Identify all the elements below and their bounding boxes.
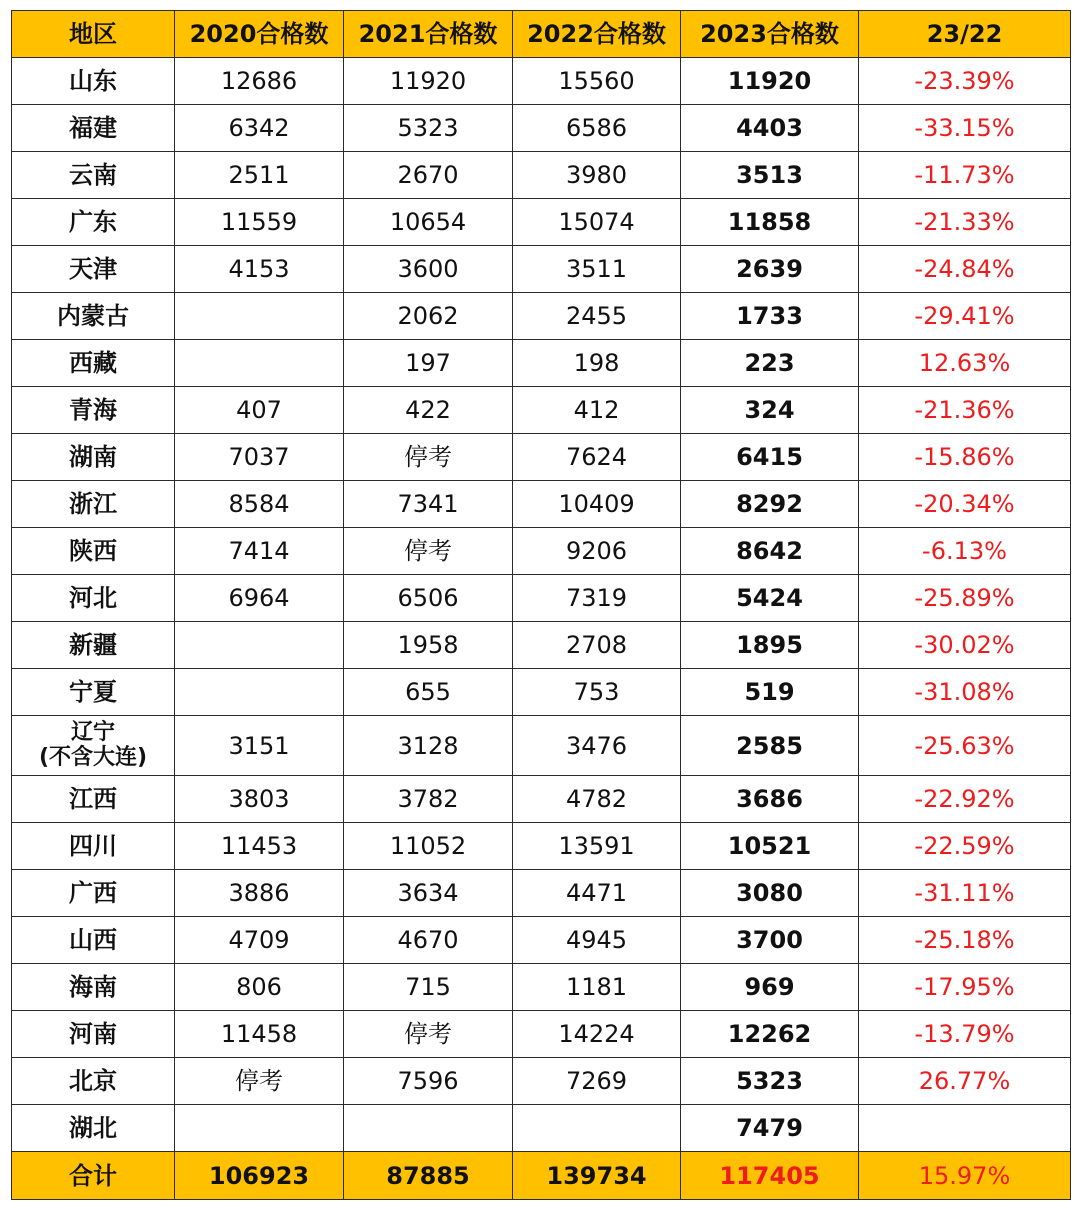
ratio-cell: -31.08% xyxy=(859,669,1071,716)
count-2022-cell: 3980 xyxy=(513,152,681,199)
count-2022-cell: 412 xyxy=(513,387,681,434)
count-2020-cell: 停考 xyxy=(175,1058,344,1105)
header-2022: 2022合格数 xyxy=(513,11,681,58)
region-cell: 云南 xyxy=(12,152,175,199)
count-2023-cell: 3513 xyxy=(681,152,859,199)
count-2023-cell: 10521 xyxy=(681,823,859,870)
region-cell: 青海 xyxy=(12,387,175,434)
count-2022-cell: 9206 xyxy=(513,528,681,575)
ratio-cell: 12.63% xyxy=(859,340,1071,387)
count-2020-cell xyxy=(175,622,344,669)
count-2022-cell: 1181 xyxy=(513,964,681,1011)
count-2022-cell: 753 xyxy=(513,669,681,716)
count-2021-cell: 10654 xyxy=(344,199,513,246)
ratio-cell: -21.33% xyxy=(859,199,1071,246)
table-row xyxy=(12,246,1071,293)
header-row xyxy=(12,11,1071,58)
count-2023-cell: 324 xyxy=(681,387,859,434)
count-2022-cell: 10409 xyxy=(513,481,681,528)
header-2021: 2021合格数 xyxy=(344,11,513,58)
region-cell: 内蒙古 xyxy=(12,293,175,340)
count-2021-cell: 3600 xyxy=(344,246,513,293)
header-2023: 2023合格数 xyxy=(681,11,859,58)
region-cell: 湖南 xyxy=(12,434,175,481)
ratio-cell: -33.15% xyxy=(859,105,1071,152)
table-row xyxy=(12,1105,1071,1152)
count-2022-cell: 14224 xyxy=(513,1011,681,1058)
count-2020-cell: 4153 xyxy=(175,246,344,293)
count-2021-cell: 3634 xyxy=(344,870,513,917)
table-row xyxy=(12,917,1071,964)
count-2021-cell: 3782 xyxy=(344,776,513,823)
total-2020: 106923 xyxy=(175,1152,344,1200)
count-2020-cell: 3151 xyxy=(175,716,344,776)
count-2021-cell: 1958 xyxy=(344,622,513,669)
ratio-cell: -13.79% xyxy=(859,1011,1071,1058)
ratio-cell xyxy=(859,1105,1071,1152)
ratio-cell: -20.34% xyxy=(859,481,1071,528)
count-2021-cell: 6506 xyxy=(344,575,513,622)
region-cell: 北京 xyxy=(12,1058,175,1105)
count-2020-cell: 12686 xyxy=(175,58,344,105)
count-2021-cell: 11920 xyxy=(344,58,513,105)
ratio-cell: -31.11% xyxy=(859,870,1071,917)
count-2020-cell: 11559 xyxy=(175,199,344,246)
count-2023-cell: 5424 xyxy=(681,575,859,622)
region-cell: 新疆 xyxy=(12,622,175,669)
count-2022-cell: 198 xyxy=(513,340,681,387)
count-2020-cell: 2511 xyxy=(175,152,344,199)
count-2021-cell: 5323 xyxy=(344,105,513,152)
count-2021-cell xyxy=(344,1105,513,1152)
total-ratio: 15.97% xyxy=(859,1152,1071,1200)
table-row xyxy=(12,716,1071,776)
region-cell: 天津 xyxy=(12,246,175,293)
ratio-cell: 26.77% xyxy=(859,1058,1071,1105)
count-2022-cell: 4945 xyxy=(513,917,681,964)
region-cell: 福建 xyxy=(12,105,175,152)
count-2020-cell: 806 xyxy=(175,964,344,1011)
count-2022-cell xyxy=(513,1105,681,1152)
table-row xyxy=(12,823,1071,870)
count-2022-cell: 13591 xyxy=(513,823,681,870)
table-row xyxy=(12,528,1071,575)
count-2021-cell: 停考 xyxy=(344,1011,513,1058)
count-2023-cell: 11920 xyxy=(681,58,859,105)
count-2023-cell: 969 xyxy=(681,964,859,1011)
count-2022-cell: 3476 xyxy=(513,716,681,776)
count-2020-cell: 6964 xyxy=(175,575,344,622)
total-2021: 87885 xyxy=(344,1152,513,1200)
count-2020-cell: 11453 xyxy=(175,823,344,870)
table-row xyxy=(12,870,1071,917)
total-label: 合计 xyxy=(12,1152,175,1200)
region-cell: 广西 xyxy=(12,870,175,917)
total-row xyxy=(12,1152,1071,1200)
count-2021-cell: 11052 xyxy=(344,823,513,870)
count-2020-cell: 3803 xyxy=(175,776,344,823)
count-2022-cell: 15560 xyxy=(513,58,681,105)
table-row xyxy=(12,152,1071,199)
count-2023-cell: 5323 xyxy=(681,1058,859,1105)
count-2021-cell: 4670 xyxy=(344,917,513,964)
ratio-cell: -21.36% xyxy=(859,387,1071,434)
ratio-cell: -6.13% xyxy=(859,528,1071,575)
table-row xyxy=(12,481,1071,528)
ratio-cell: -25.89% xyxy=(859,575,1071,622)
count-2022-cell: 4471 xyxy=(513,870,681,917)
region-cell: 陕西 xyxy=(12,528,175,575)
table-row xyxy=(12,199,1071,246)
count-2022-cell: 3511 xyxy=(513,246,681,293)
count-2023-cell: 1895 xyxy=(681,622,859,669)
region-cell: 河北 xyxy=(12,575,175,622)
count-2022-cell: 7269 xyxy=(513,1058,681,1105)
count-2020-cell: 407 xyxy=(175,387,344,434)
table-row xyxy=(12,340,1071,387)
table-row xyxy=(12,1011,1071,1058)
total-2022: 139734 xyxy=(513,1152,681,1200)
count-2020-cell: 7414 xyxy=(175,528,344,575)
header-2020: 2020合格数 xyxy=(175,11,344,58)
count-2023-cell: 2639 xyxy=(681,246,859,293)
ratio-cell: -24.84% xyxy=(859,246,1071,293)
ratio-cell: -25.63% xyxy=(859,716,1071,776)
count-2023-cell: 223 xyxy=(681,340,859,387)
count-2021-cell: 7596 xyxy=(344,1058,513,1105)
count-2022-cell: 2455 xyxy=(513,293,681,340)
count-2020-cell: 6342 xyxy=(175,105,344,152)
count-2023-cell: 11858 xyxy=(681,199,859,246)
region-cell: 海南 xyxy=(12,964,175,1011)
region-cell: 山东 xyxy=(12,58,175,105)
region-cell: 河南 xyxy=(12,1011,175,1058)
count-2020-cell xyxy=(175,1105,344,1152)
count-2023-cell: 1733 xyxy=(681,293,859,340)
count-2023-cell: 8642 xyxy=(681,528,859,575)
count-2022-cell: 6586 xyxy=(513,105,681,152)
count-2023-cell: 7479 xyxy=(681,1105,859,1152)
count-2020-cell: 4709 xyxy=(175,917,344,964)
table-row xyxy=(12,387,1071,434)
region-cell xyxy=(12,716,175,776)
region-cell: 宁夏 xyxy=(12,669,175,716)
count-2020-cell xyxy=(175,340,344,387)
table-row xyxy=(12,293,1071,340)
region-note: (不含大连) xyxy=(38,744,148,770)
region-cell: 江西 xyxy=(12,776,175,823)
ratio-cell: -23.39% xyxy=(859,58,1071,105)
count-2022-cell: 7319 xyxy=(513,575,681,622)
count-2022-cell: 15074 xyxy=(513,199,681,246)
count-2023-cell: 3080 xyxy=(681,870,859,917)
region-cell: 湖北 xyxy=(12,1105,175,1152)
count-2023-cell: 3700 xyxy=(681,917,859,964)
count-2021-cell: 715 xyxy=(344,964,513,1011)
ratio-cell: -15.86% xyxy=(859,434,1071,481)
count-2022-cell: 4782 xyxy=(513,776,681,823)
count-2023-cell: 8292 xyxy=(681,481,859,528)
count-2021-cell: 422 xyxy=(344,387,513,434)
count-2021-cell: 2062 xyxy=(344,293,513,340)
count-2021-cell: 3128 xyxy=(344,716,513,776)
count-2021-cell: 197 xyxy=(344,340,513,387)
ratio-cell: -29.41% xyxy=(859,293,1071,340)
table-row xyxy=(12,434,1071,481)
pass-count-table xyxy=(11,10,1071,1200)
count-2020-cell xyxy=(175,293,344,340)
ratio-cell: -30.02% xyxy=(859,622,1071,669)
region-cell: 四川 xyxy=(12,823,175,870)
count-2023-cell: 6415 xyxy=(681,434,859,481)
count-2023-cell: 2585 xyxy=(681,716,859,776)
table-row xyxy=(12,622,1071,669)
total-2023: 117405 xyxy=(681,1152,859,1200)
table-row xyxy=(12,105,1071,152)
count-2023-cell: 12262 xyxy=(681,1011,859,1058)
ratio-cell: -22.92% xyxy=(859,776,1071,823)
count-2020-cell: 7037 xyxy=(175,434,344,481)
table-row xyxy=(12,669,1071,716)
count-2020-cell xyxy=(175,669,344,716)
table-row xyxy=(12,964,1071,1011)
count-2021-cell: 2670 xyxy=(344,152,513,199)
header-ratio: 23/22 xyxy=(859,11,1071,58)
count-2021-cell: 7341 xyxy=(344,481,513,528)
ratio-cell: -11.73% xyxy=(859,152,1071,199)
count-2021-cell: 655 xyxy=(344,669,513,716)
ratio-cell: -22.59% xyxy=(859,823,1071,870)
count-2022-cell: 2708 xyxy=(513,622,681,669)
count-2022-cell: 7624 xyxy=(513,434,681,481)
region-cell: 浙江 xyxy=(12,481,175,528)
count-2020-cell: 3886 xyxy=(175,870,344,917)
count-2023-cell: 519 xyxy=(681,669,859,716)
count-2021-cell: 停考 xyxy=(344,434,513,481)
table-row xyxy=(12,575,1071,622)
count-2020-cell: 11458 xyxy=(175,1011,344,1058)
region-cell: 西藏 xyxy=(12,340,175,387)
ratio-cell: -17.95% xyxy=(859,964,1071,1011)
count-2021-cell: 停考 xyxy=(344,528,513,575)
ratio-cell: -25.18% xyxy=(859,917,1071,964)
header-region: 地区 xyxy=(12,11,175,58)
region-cell: 山西 xyxy=(12,917,175,964)
count-2023-cell: 4403 xyxy=(681,105,859,152)
table-row xyxy=(12,58,1071,105)
table-row xyxy=(12,776,1071,823)
region-name: 辽宁 xyxy=(70,719,115,745)
region-cell: 广东 xyxy=(12,199,175,246)
count-2023-cell: 3686 xyxy=(681,776,859,823)
count-2020-cell: 8584 xyxy=(175,481,344,528)
table-row xyxy=(12,1058,1071,1105)
